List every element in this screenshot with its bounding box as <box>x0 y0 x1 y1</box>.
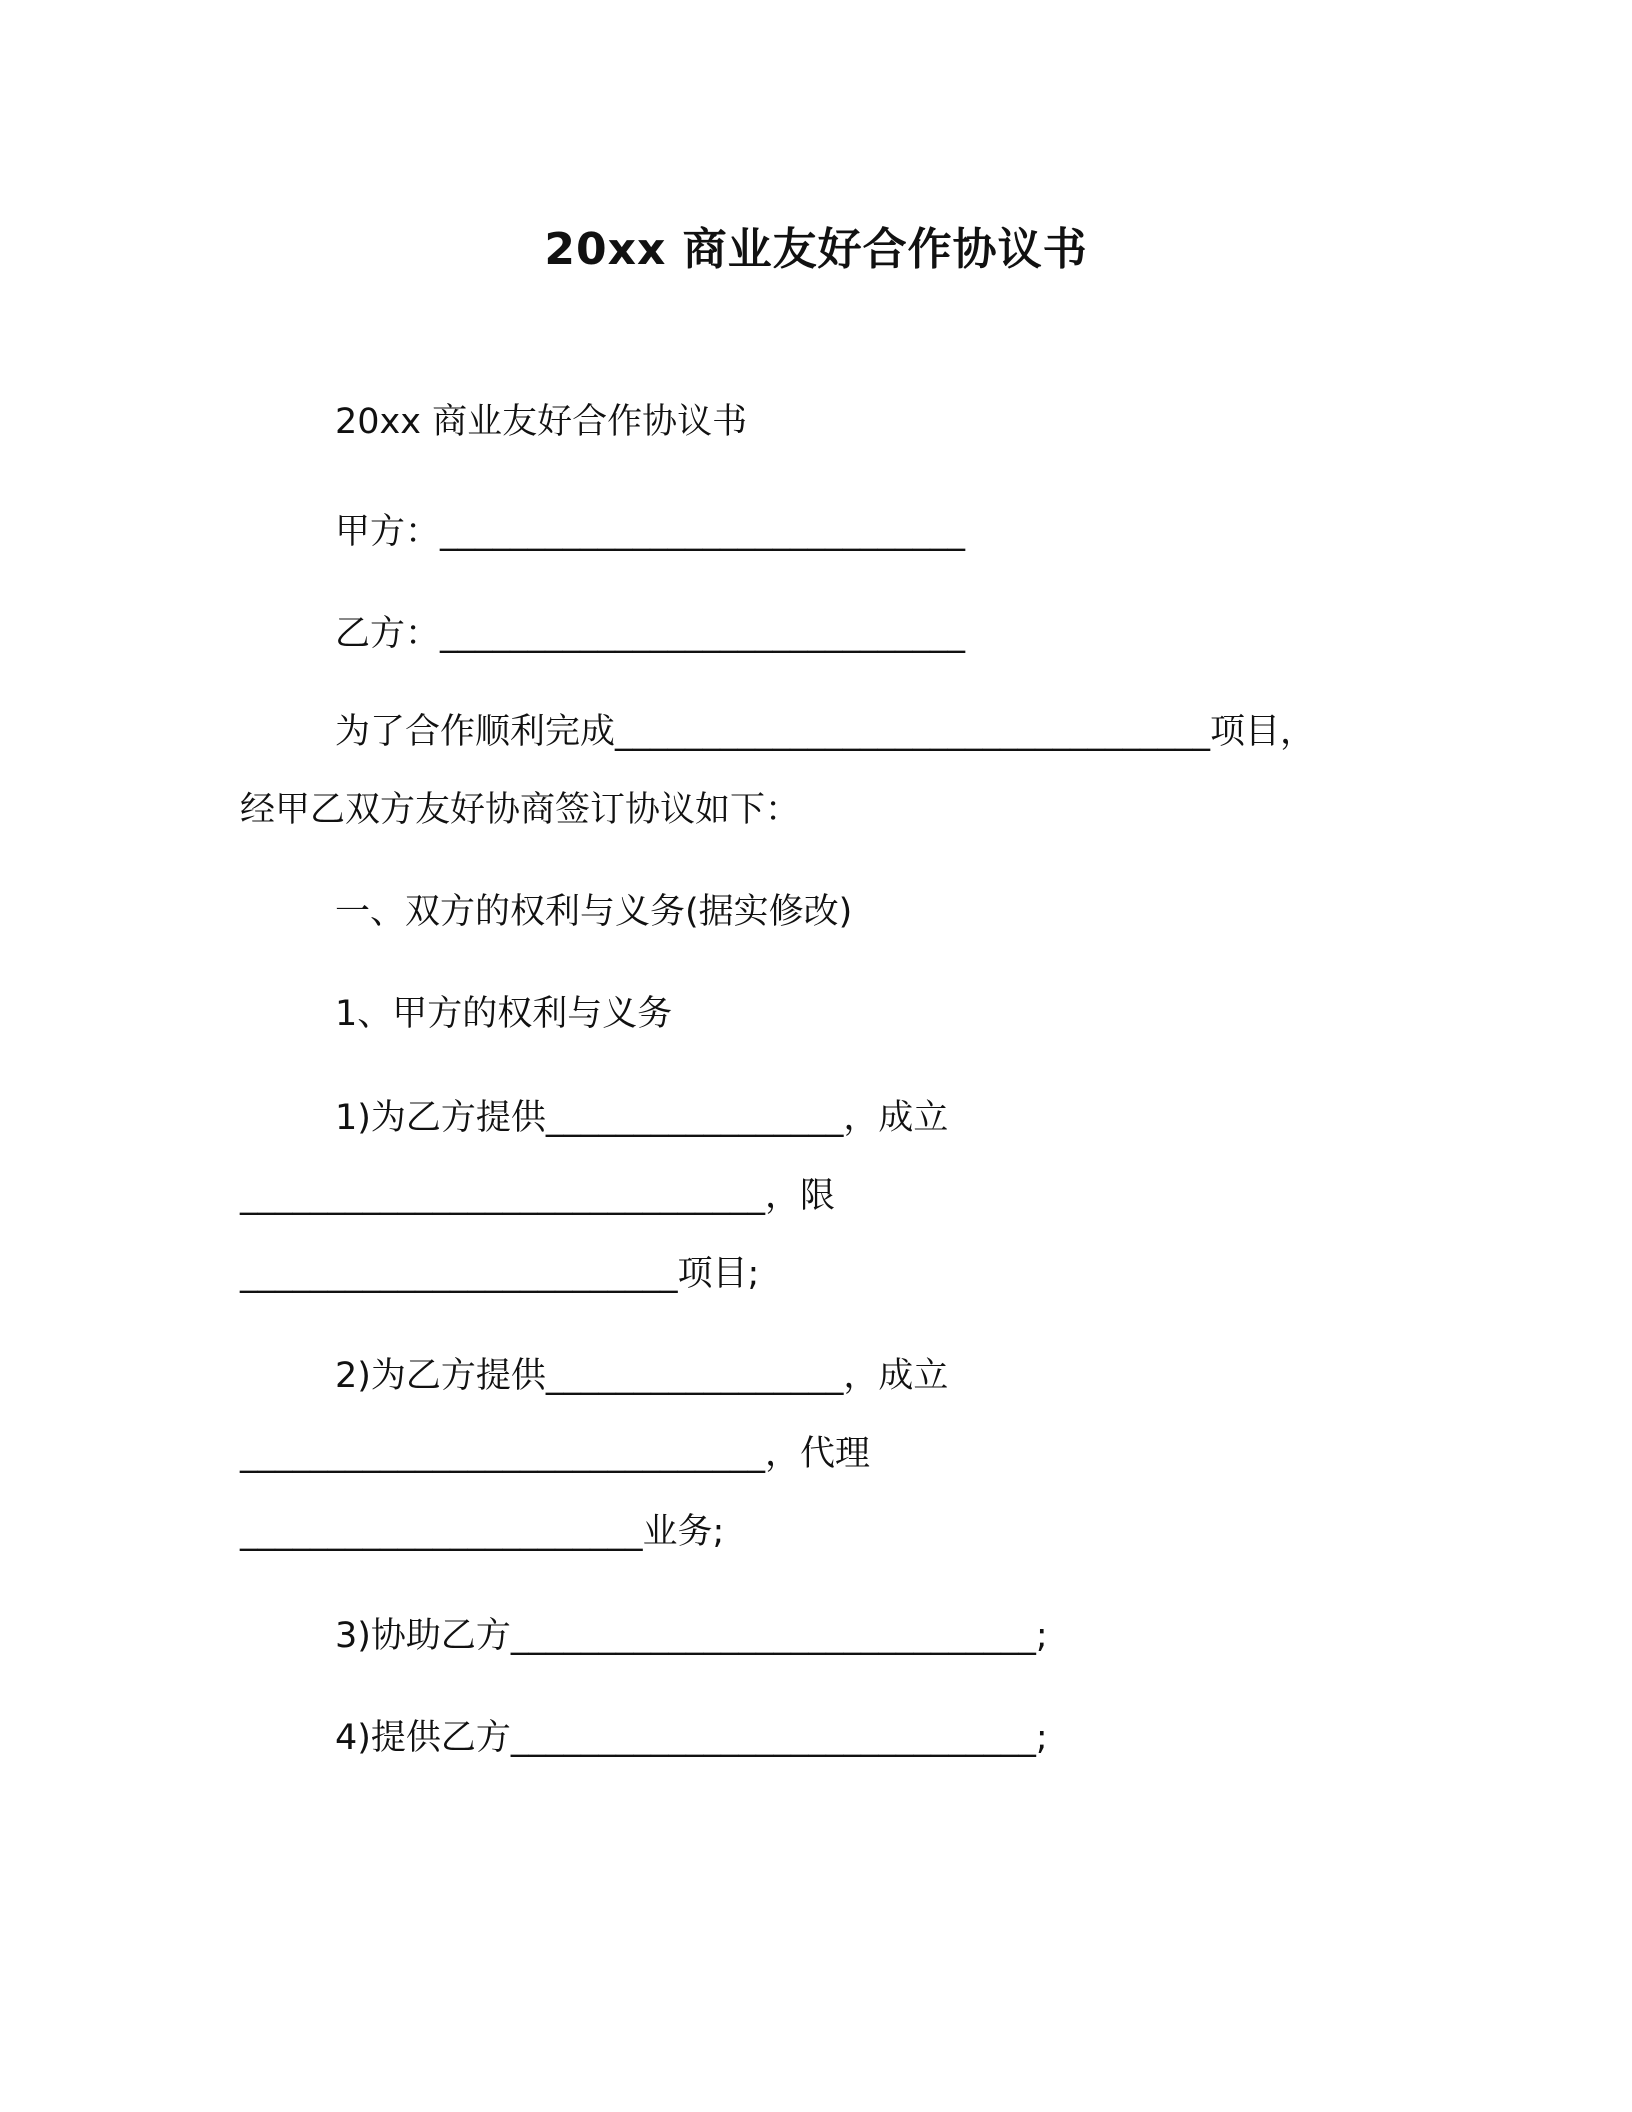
party-b-line: 乙方：______________________________ <box>335 614 966 654</box>
subsection-heading: 1、甲方的权利与义务 <box>335 994 673 1034</box>
clause-3-line: 3)协助乙方______________________________; <box>335 1616 1048 1656</box>
clause-1-line-1: 1)为乙方提供_________________，成立 <box>335 1098 949 1138</box>
clause-2-line-3: _______________________业务; <box>240 1512 725 1552</box>
section-heading: 一、双方的权利与义务(据实修改) <box>335 892 853 932</box>
purpose-line: 为了合作顺利完成__________________________________项目， <box>335 712 1316 752</box>
clause-1-line-2: ______________________________，限 <box>240 1176 836 1216</box>
purpose-continuation: 经甲乙双方友好协商签订协议如下： <box>240 790 801 830</box>
clause-4-line: 4)提供乙方______________________________; <box>335 1718 1048 1758</box>
clause-2-line-2: ______________________________，代理 <box>240 1434 871 1474</box>
party-a-line: 甲方：______________________________ <box>335 512 966 552</box>
clause-2-line-1: 2)为乙方提供_________________，成立 <box>335 1356 949 1396</box>
clause-1-line-3: _________________________项目; <box>240 1254 760 1294</box>
document-title: 20xx 商业友好合作协议书 <box>544 224 1088 275</box>
subtitle-line: 20xx 商业友好合作协议书 <box>335 402 748 442</box>
